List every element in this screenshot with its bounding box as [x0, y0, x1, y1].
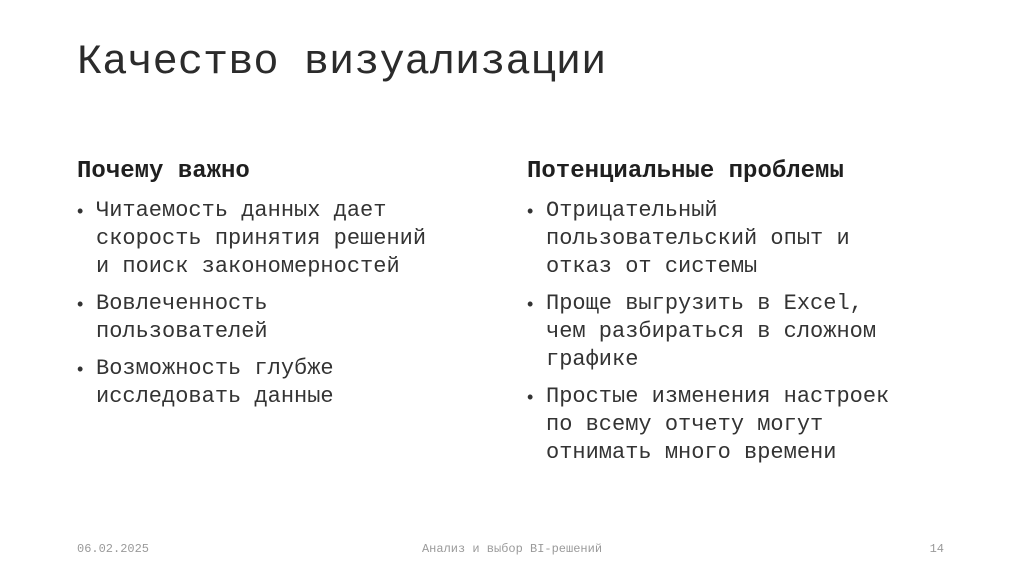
footer-page-number: 14 [929, 542, 944, 556]
footer-date: 06.02.2025 [77, 542, 150, 556]
bullet-icon: • [527, 387, 534, 407]
bullet-text-line: Проще выгрузить в Excel, [546, 291, 863, 316]
bullet-text-line: и поиск закономерностей [96, 254, 400, 279]
left-bullet-list [77, 197, 517, 411]
bullet-icon: • [77, 201, 84, 221]
list-item [77, 290, 517, 346]
bullet-icon: • [77, 294, 84, 314]
bullet-text-line: графике [546, 347, 639, 372]
bullet-text-line: Читаемость данных дает [96, 198, 387, 223]
bullet-text-line: пользовательский опыт и [546, 226, 850, 251]
left-column [77, 157, 517, 420]
right-bullet-list [527, 197, 967, 467]
left-column-heading: Почему важно [77, 158, 250, 185]
bullet-text-line: скорость принятия решений [96, 226, 427, 251]
bullet-text-line: пользователей [96, 319, 268, 344]
list-item [77, 355, 517, 411]
bullet-text-line: Возможность глубже [96, 356, 334, 381]
bullet-icon: • [527, 201, 534, 221]
list-item [527, 290, 967, 374]
right-column [527, 157, 967, 476]
bullet-text-line: отнимать много времени [546, 440, 837, 465]
list-item [527, 383, 967, 467]
list-item [77, 197, 517, 281]
bullet-text-line: чем разбираться в сложном [546, 319, 877, 344]
bullet-text-line: исследовать данные [96, 384, 334, 409]
bullet-text-line: отказ от системы [546, 254, 758, 279]
list-item [527, 197, 967, 281]
footer-presentation-title: Анализ и выбор BI-решений [421, 542, 603, 556]
bullet-icon: • [527, 294, 534, 314]
bullet-text-line: Вовлеченность [96, 291, 268, 316]
slide-title: Качество визуализации [77, 38, 607, 86]
right-column-heading: Потенциальные проблемы [527, 158, 844, 185]
bullet-text-line: по всему отчету могут [546, 412, 824, 437]
bullet-icon: • [77, 359, 84, 379]
bullet-text-line: Отрицательный [546, 198, 718, 223]
bullet-text-line: Простые изменения настроек [546, 384, 890, 409]
